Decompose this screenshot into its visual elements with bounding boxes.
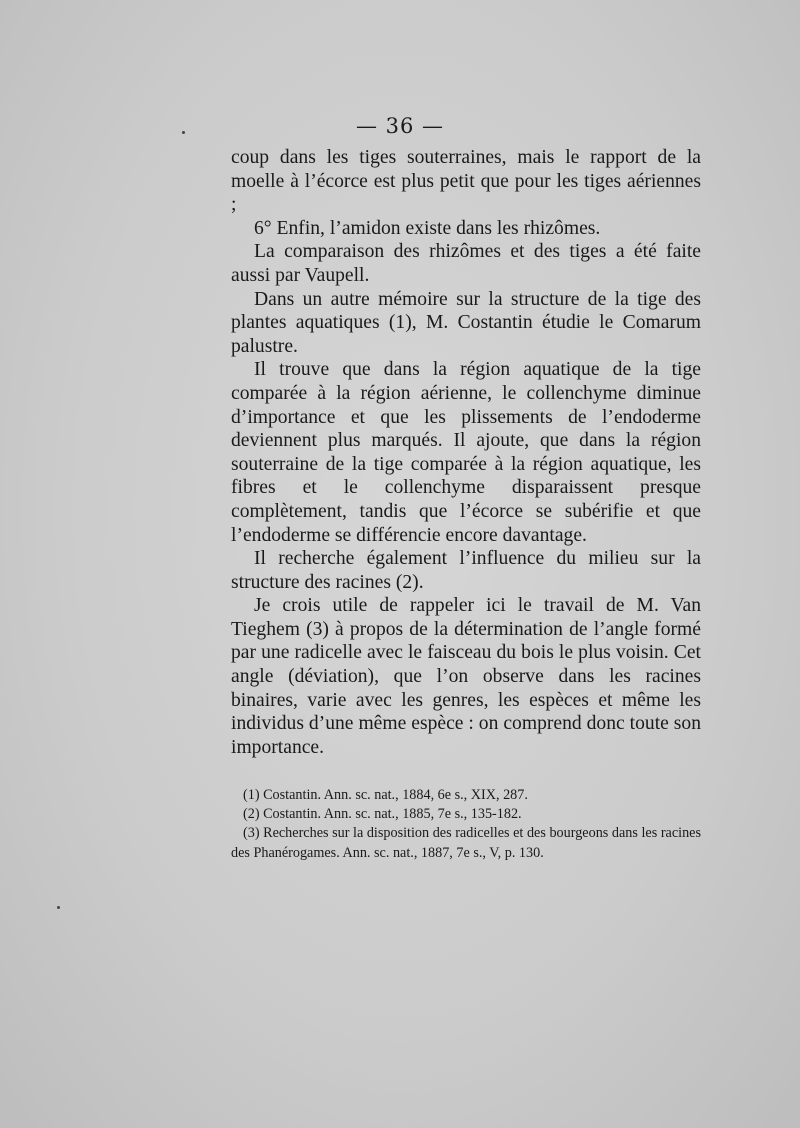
- paragraph: coup dans les tiges souterraines, mais le rapport de la moelle à l’écorce est plus petit que pour les tiges aériennes ;: [231, 147, 701, 216]
- footnote: (2) Costantin. Ann. sc. nat., 1885, 7e s., 135-182.: [243, 806, 522, 823]
- paragraph: La comparaison des rhizômes et des tiges a été faite aussi par Vaupell.: [231, 241, 701, 286]
- footnotes: [231, 786, 701, 863]
- footnote: (3) Recherches sur la disposition des radicelles et des bourgeons dans les racines des Phanérogames. Ann. sc. nat., 1887, 7e s., V, p. 130.: [231, 825, 701, 861]
- paragraph: 6° Enfin, l’amidon existe dans les rhizômes.: [254, 217, 601, 239]
- paragraph: Dans un autre mémoire sur la structure de la tige des plantes aquatiques (1), M. Costantin étudie le Comarum palustre.: [231, 288, 701, 357]
- print-speck: [57, 906, 60, 909]
- paragraph: Je crois utile de rappeler ici le travail de M. Van Tieghem (3) à propos de la détermination de l’angle formé par une radicelle avec le faisceau du bois le plus voisin. Cet angle (déviation), que l’on observe dans les racines binaires, varie avec les genres, les espèces et même les individus d’une même espèce : on comprend donc toute son importance.: [231, 595, 701, 758]
- body-text: [231, 146, 701, 759]
- paragraph: Il trouve que dans la région aquatique de la tige comparée à la région aérienne, le collenchyme diminue d’importance et que les plissements de l’endoderme deviennent plus marqués. Il ajoute, que dans la région souterraine de la tige comparée à la région aquatique, les fibres et le collenchyme disparaissent presque complètement, tandis que l’écorce se subérifie et que l’endoderme se différencie encore davantage.: [231, 359, 701, 546]
- footnote: (1) Costantin. Ann. sc. nat., 1884, 6e s., XIX, 287.: [243, 787, 528, 803]
- paragraph: Il recherche également l’influence du milieu sur la structure des racines (2).: [231, 548, 701, 593]
- page-number: — 36 —: [355, 114, 445, 138]
